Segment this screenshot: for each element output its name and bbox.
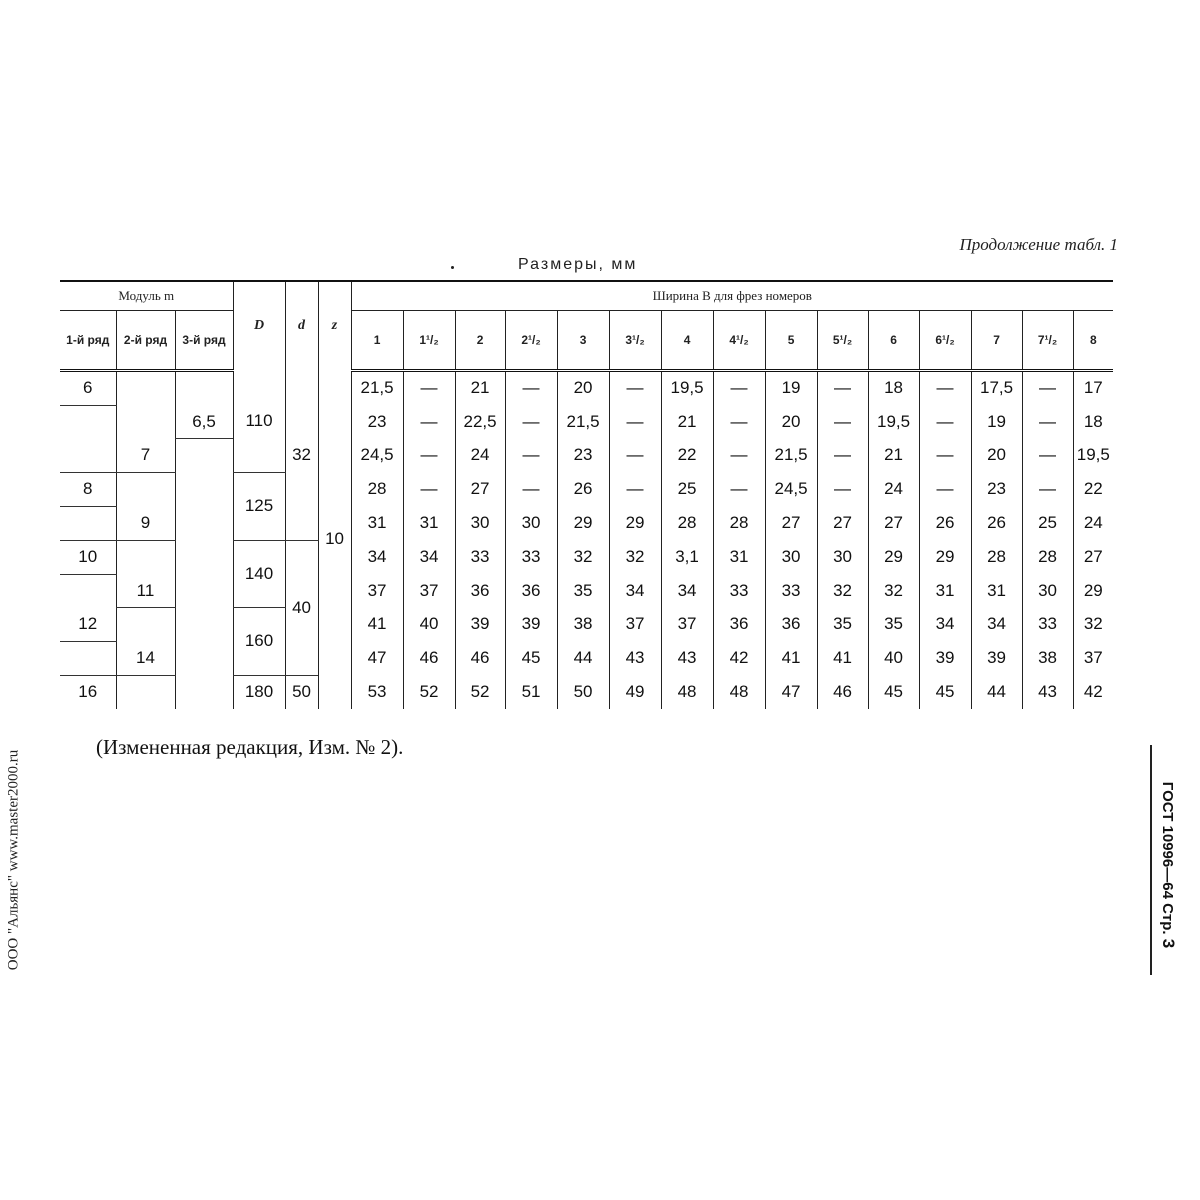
z-cell: 10 xyxy=(318,370,351,709)
modul-row2-cell: 7 xyxy=(116,439,175,473)
margin-rule xyxy=(1150,745,1152,975)
width-cell: 49 xyxy=(609,675,661,709)
width-cell: 28 xyxy=(661,506,713,540)
modul-row2-cell xyxy=(116,675,175,709)
width-cell: 25 xyxy=(661,472,713,506)
width-cell: — xyxy=(919,472,971,506)
width-cell: 33 xyxy=(455,540,505,574)
width-cell: — xyxy=(919,405,971,439)
col-header: 2 xyxy=(455,310,505,370)
D-cell: 140 xyxy=(233,540,285,608)
d-cell: 50 xyxy=(285,675,318,709)
width-cell: 21 xyxy=(868,439,919,473)
continuation-caption: Продолжение табл. 1 xyxy=(959,235,1118,254)
width-cell: — xyxy=(403,370,455,405)
width-cell: 35 xyxy=(868,608,919,642)
width-cell: 20 xyxy=(765,405,817,439)
width-cell: — xyxy=(1022,405,1073,439)
width-cell: — xyxy=(817,370,868,405)
width-cell: 35 xyxy=(557,574,609,608)
width-cell: 33 xyxy=(1022,608,1073,642)
col-header: 4¹/₂ xyxy=(713,310,765,370)
modul-row1-cell: 8 xyxy=(60,472,116,506)
width-cell: 36 xyxy=(713,608,765,642)
d-cell: 40 xyxy=(285,540,318,675)
col-header: 5 xyxy=(765,310,817,370)
width-cell: 36 xyxy=(505,574,557,608)
D-cell: 160 xyxy=(233,608,285,676)
page-number: 3 xyxy=(1159,938,1178,949)
width-cell: 20 xyxy=(557,370,609,405)
width-cell: — xyxy=(609,439,661,473)
width-cell: 30 xyxy=(765,540,817,574)
width-cell: 50 xyxy=(557,675,609,709)
D-cell: 180 xyxy=(233,675,285,709)
width-cell: 46 xyxy=(455,641,505,675)
modul-row2-cell xyxy=(116,472,175,506)
width-cell: — xyxy=(919,439,971,473)
modul-row1-cell xyxy=(60,574,116,608)
width-cell: 21,5 xyxy=(557,405,609,439)
width-cell: 21 xyxy=(455,370,505,405)
modul-row2-cell xyxy=(116,370,175,405)
table-row xyxy=(60,675,1113,709)
width-cell: 26 xyxy=(971,506,1022,540)
width-cell: 47 xyxy=(765,675,817,709)
width-cell: 43 xyxy=(1022,675,1073,709)
col-header: 6¹/₂ xyxy=(919,310,971,370)
width-cell: 29 xyxy=(1073,574,1113,608)
width-cell: 24,5 xyxy=(765,472,817,506)
width-cell: 34 xyxy=(971,608,1022,642)
col-header: 7 xyxy=(971,310,1022,370)
width-cell: 31 xyxy=(713,540,765,574)
row3-header: 3-й ряд xyxy=(175,310,233,370)
width-cell: 39 xyxy=(971,641,1022,675)
width-cell: — xyxy=(713,439,765,473)
table-row xyxy=(60,540,1113,574)
modul-row3-cell xyxy=(175,472,233,506)
width-cell: — xyxy=(609,405,661,439)
width-cell: 41 xyxy=(351,608,403,642)
width-cell: 19,5 xyxy=(661,370,713,405)
width-cell: — xyxy=(919,370,971,405)
table-row xyxy=(60,405,1113,439)
modul-row3-cell xyxy=(175,574,233,608)
modul-row3-cell xyxy=(175,370,233,405)
width-cell: 28 xyxy=(351,472,403,506)
width-cell: 39 xyxy=(505,608,557,642)
units-caption: Размеры, мм xyxy=(518,256,638,273)
width-cell: 33 xyxy=(505,540,557,574)
modul-header: Модуль m xyxy=(60,281,233,310)
modul-row3-cell xyxy=(175,641,233,675)
modul-row3-cell: 6,5 xyxy=(175,405,233,439)
width-cell: 44 xyxy=(971,675,1022,709)
gost-label: ГОСТ 10996—64 Стр. xyxy=(1159,781,1176,935)
gost-page-label xyxy=(1158,782,1178,948)
modul-row1-cell xyxy=(60,506,116,540)
width-cell: 48 xyxy=(661,675,713,709)
width-cell: 34 xyxy=(403,540,455,574)
width-cell: 21,5 xyxy=(351,370,403,405)
d-header: d xyxy=(285,281,318,370)
col-header: 3 xyxy=(557,310,609,370)
width-cell: 32 xyxy=(557,540,609,574)
width-cell: 27 xyxy=(455,472,505,506)
row2-header: 2-й ряд xyxy=(116,310,175,370)
d-cell: 32 xyxy=(285,370,318,540)
width-cell: 30 xyxy=(1022,574,1073,608)
width-cell: 41 xyxy=(817,641,868,675)
width-cell: 43 xyxy=(661,641,713,675)
width-cell: — xyxy=(1022,370,1073,405)
width-cell: 30 xyxy=(817,540,868,574)
width-cell: — xyxy=(817,439,868,473)
width-cell: 45 xyxy=(919,675,971,709)
modul-row3-cell xyxy=(175,540,233,574)
width-cell: 34 xyxy=(609,574,661,608)
modul-row2-cell: 14 xyxy=(116,641,175,675)
modul-row1-cell: 10 xyxy=(60,540,116,574)
left-margin-text xyxy=(2,730,26,990)
table-row xyxy=(60,574,1113,608)
width-cell: 42 xyxy=(713,641,765,675)
modul-row2-cell xyxy=(116,608,175,642)
width-cell: 33 xyxy=(713,574,765,608)
col-header: 4 xyxy=(661,310,713,370)
width-cell: 22,5 xyxy=(455,405,505,439)
width-cell: 27 xyxy=(1073,540,1113,574)
width-cell: — xyxy=(403,439,455,473)
width-cell: 23 xyxy=(971,472,1022,506)
width-cell: 38 xyxy=(557,608,609,642)
width-cell: 37 xyxy=(1073,641,1113,675)
modul-row2-cell xyxy=(116,540,175,574)
width-cell: 37 xyxy=(351,574,403,608)
publisher-label: ООО "Альянс" www.master2000.ru xyxy=(5,749,22,971)
width-cell: 24,5 xyxy=(351,439,403,473)
width-cell: 37 xyxy=(609,608,661,642)
D-cell: 125 xyxy=(233,472,285,540)
right-margin-text xyxy=(1153,760,1183,970)
modul-row3-cell xyxy=(175,675,233,709)
width-cell: — xyxy=(609,472,661,506)
width-cell: 32 xyxy=(609,540,661,574)
width-cell: — xyxy=(505,405,557,439)
width-cell: 51 xyxy=(505,675,557,709)
width-cell: 33 xyxy=(765,574,817,608)
width-cell: 45 xyxy=(505,641,557,675)
width-cell: — xyxy=(713,370,765,405)
width-cell: 46 xyxy=(817,675,868,709)
table-row xyxy=(60,472,1113,506)
modul-row1-cell xyxy=(60,641,116,675)
width-cell: 28 xyxy=(1022,540,1073,574)
modul-row3-cell xyxy=(175,439,233,473)
col-header: 5¹/₂ xyxy=(817,310,868,370)
width-cell: — xyxy=(1022,439,1073,473)
width-cell: 32 xyxy=(1073,608,1113,642)
width-cell: 40 xyxy=(868,641,919,675)
width-cell: 47 xyxy=(351,641,403,675)
table-row xyxy=(60,641,1113,675)
width-cell: 43 xyxy=(609,641,661,675)
width-cell: 19,5 xyxy=(868,405,919,439)
col-header: 6 xyxy=(868,310,919,370)
width-cell: 31 xyxy=(919,574,971,608)
width-cell: 18 xyxy=(868,370,919,405)
width-cell: 3,1 xyxy=(661,540,713,574)
width-cell: — xyxy=(817,472,868,506)
width-cell: 36 xyxy=(455,574,505,608)
width-cell: 18 xyxy=(1073,405,1113,439)
row1-header: 1-й ряд xyxy=(60,310,116,370)
modul-row2-cell: 11 xyxy=(116,574,175,608)
width-cell: 29 xyxy=(557,506,609,540)
width-cell: 30 xyxy=(505,506,557,540)
col-header: 2¹/₂ xyxy=(505,310,557,370)
width-cell: — xyxy=(505,439,557,473)
width-cell: — xyxy=(403,405,455,439)
width-cell: 17,5 xyxy=(971,370,1022,405)
width-cell: — xyxy=(817,405,868,439)
width-cell: 28 xyxy=(713,506,765,540)
width-cell: 17 xyxy=(1073,370,1113,405)
width-cell: 46 xyxy=(403,641,455,675)
width-cell: — xyxy=(609,370,661,405)
width-cell: 31 xyxy=(351,506,403,540)
modul-row2-cell xyxy=(116,405,175,439)
width-cell: 27 xyxy=(817,506,868,540)
width-cell: 31 xyxy=(971,574,1022,608)
width-cell: 25 xyxy=(1022,506,1073,540)
width-cell: 27 xyxy=(868,506,919,540)
width-cell: 34 xyxy=(661,574,713,608)
width-cell: 32 xyxy=(817,574,868,608)
width-cell: 53 xyxy=(351,675,403,709)
width-cell: 19 xyxy=(971,405,1022,439)
width-cell: — xyxy=(713,405,765,439)
width-cell: 19 xyxy=(765,370,817,405)
width-cell: 23 xyxy=(351,405,403,439)
width-cell: 29 xyxy=(919,540,971,574)
width-cell: 29 xyxy=(868,540,919,574)
width-cell: 26 xyxy=(919,506,971,540)
modul-row2-cell: 9 xyxy=(116,506,175,540)
D-header: D xyxy=(233,281,285,370)
width-cell: — xyxy=(505,472,557,506)
width-cell: 36 xyxy=(765,608,817,642)
width-cell: 26 xyxy=(557,472,609,506)
col-header: 3¹/₂ xyxy=(609,310,661,370)
width-cell: 22 xyxy=(661,439,713,473)
width-cell: 37 xyxy=(661,608,713,642)
width-cell: 19,5 xyxy=(1073,439,1113,473)
width-cell: 48 xyxy=(713,675,765,709)
table-row xyxy=(60,370,1113,405)
width-cell: 39 xyxy=(919,641,971,675)
width-cell: 34 xyxy=(351,540,403,574)
width-cell: 38 xyxy=(1022,641,1073,675)
width-cell: 42 xyxy=(1073,675,1113,709)
width-cell: 23 xyxy=(557,439,609,473)
width-cell: 29 xyxy=(609,506,661,540)
width-cell: 31 xyxy=(403,506,455,540)
width-cell: 34 xyxy=(919,608,971,642)
width-cell: 24 xyxy=(1073,506,1113,540)
width-cell: 32 xyxy=(868,574,919,608)
z-header: z xyxy=(318,281,351,370)
width-cell: 24 xyxy=(455,439,505,473)
revision-note: (Измененная редакция, Изм. № 2). xyxy=(96,735,404,759)
dot-mark xyxy=(451,266,454,269)
col-header: 1¹/₂ xyxy=(403,310,455,370)
width-cell: 30 xyxy=(455,506,505,540)
width-cell: 22 xyxy=(1073,472,1113,506)
modul-row3-cell xyxy=(175,506,233,540)
width-cell: 35 xyxy=(817,608,868,642)
width-cell: — xyxy=(403,472,455,506)
width-cell: 20 xyxy=(971,439,1022,473)
width-cell: 44 xyxy=(557,641,609,675)
width-cell: — xyxy=(505,370,557,405)
width-cell: 21,5 xyxy=(765,439,817,473)
width-cell: 27 xyxy=(765,506,817,540)
table-body xyxy=(60,370,1113,709)
modul-row1-cell: 16 xyxy=(78,682,98,701)
width-cell: — xyxy=(1022,472,1073,506)
modul-row1-cell: 12 xyxy=(60,608,116,642)
width-cell: 52 xyxy=(455,675,505,709)
modul-row3-cell xyxy=(175,608,233,642)
dimensions-table xyxy=(60,280,1113,709)
width-cell: 41 xyxy=(765,641,817,675)
width-cell: 21 xyxy=(661,405,713,439)
width-cell: 37 xyxy=(403,574,455,608)
width-cell: 40 xyxy=(403,608,455,642)
width-cell: 39 xyxy=(455,608,505,642)
col-header: 8 xyxy=(1073,310,1113,370)
width-cell: 28 xyxy=(971,540,1022,574)
table-row xyxy=(60,608,1113,642)
width-cell: 52 xyxy=(403,675,455,709)
D-cell: 110 xyxy=(233,370,285,472)
width-cell: 24 xyxy=(868,472,919,506)
modul-row1-cell: 6 xyxy=(60,370,116,405)
table-row xyxy=(60,439,1113,473)
col-header: 7¹/₂ xyxy=(1022,310,1073,370)
col-header: 1 xyxy=(351,310,403,370)
modul-row1-cell xyxy=(60,439,116,473)
width-cell: — xyxy=(713,472,765,506)
width-cell: 45 xyxy=(868,675,919,709)
modul-row1-cell xyxy=(60,405,116,439)
table-row xyxy=(60,506,1113,540)
width-header: Ширина B для фрез номеров xyxy=(351,281,1113,310)
